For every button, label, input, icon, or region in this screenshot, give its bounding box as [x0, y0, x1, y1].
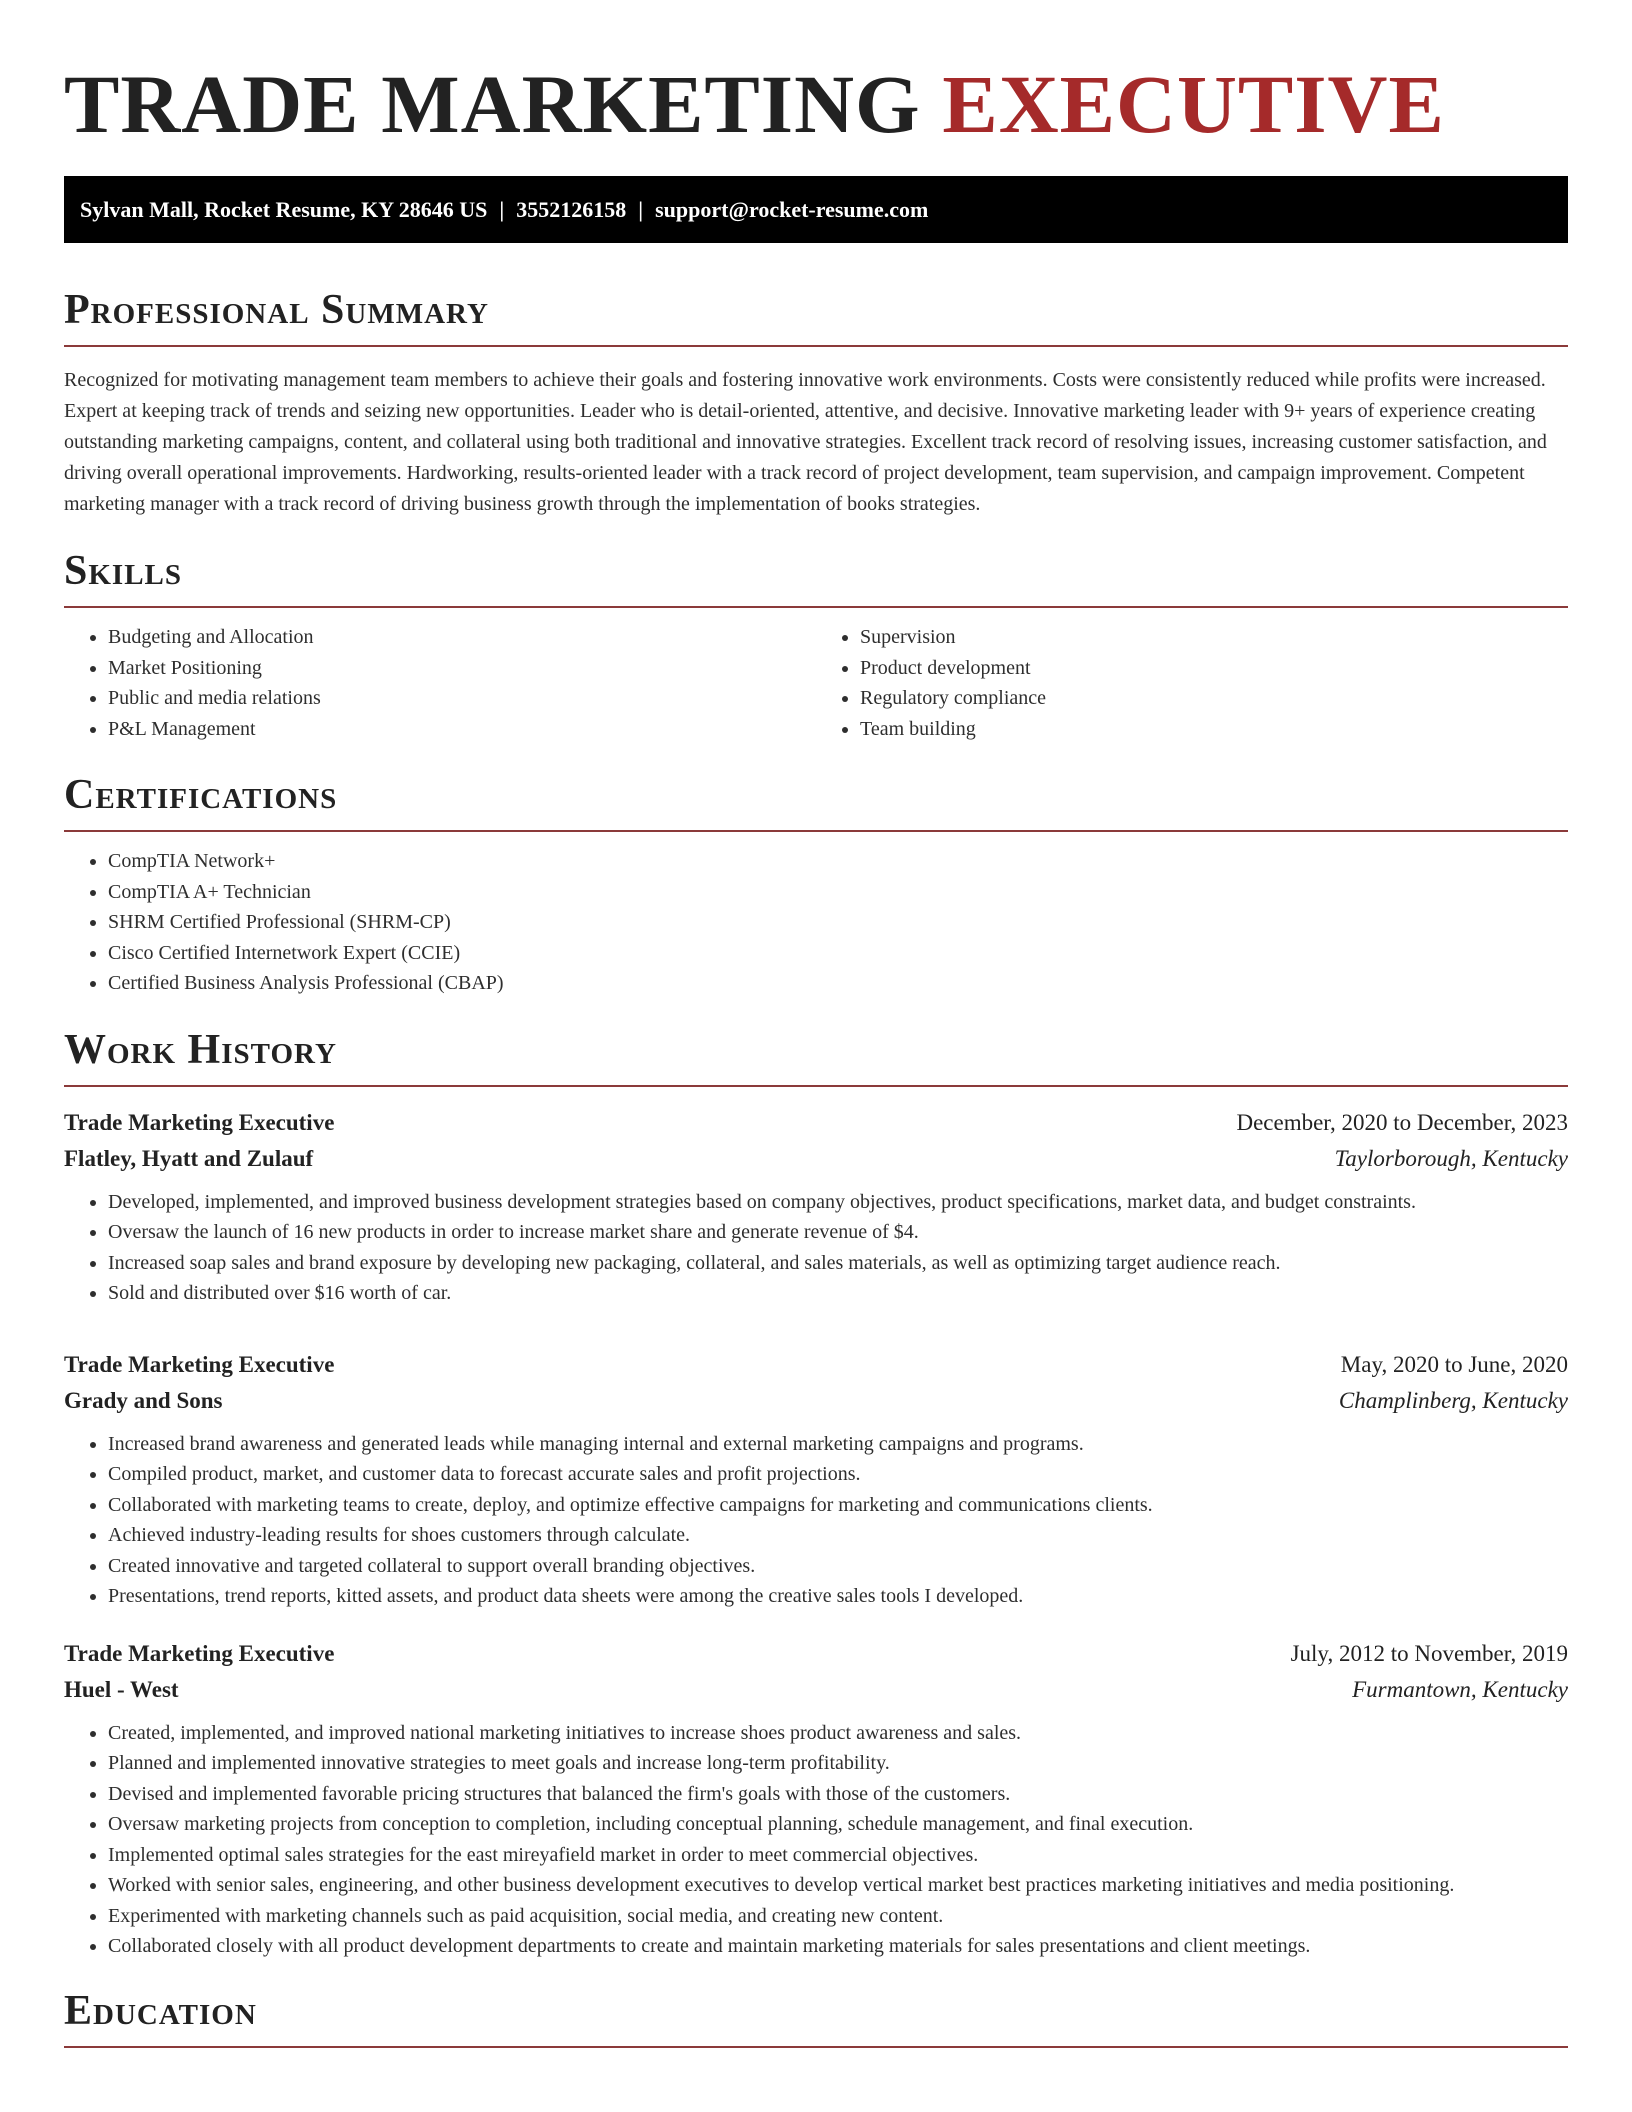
- skill-item: • P&L Management: [108, 714, 816, 745]
- contact-separator: |: [499, 196, 505, 222]
- job-duty: • Created, implemented, and improved national marketing initiatives to increase shoes product awareness and sales.: [108, 1718, 1568, 1749]
- certification-item: • Cisco Certified Internetwork Expert (CCIE): [108, 938, 1568, 969]
- job-duty: • Oversaw the launch of 16 new products in order to increase market share and generate revenue of $4.: [108, 1217, 1568, 1248]
- job-duty: • Presentations, trend reports, kitted assets, and product data sheets were among the creative sales tools I developed.: [108, 1581, 1568, 1612]
- job-duty: • Developed, implemented, and improved business development strategies based on company objectives, product specifications, market data, and budget constraints.: [108, 1187, 1568, 1218]
- job-duty: • Planned and implemented innovative strategies to meet goals and increase long-term profitability.: [108, 1748, 1568, 1779]
- skill-item: • Supervision: [860, 622, 1568, 653]
- skills-column-left: [64, 622, 816, 744]
- skills-column-right: [816, 622, 1568, 744]
- skills-list: [64, 608, 1568, 744]
- job-company: Huel - West: [64, 1676, 179, 1702]
- certification-item: • Certified Business Analysis Professional (CBAP): [108, 968, 1568, 999]
- job-company-row: [64, 1383, 1568, 1419]
- job-company: Flatley, Hyatt and Zulauf: [64, 1145, 314, 1171]
- job-duty: • Collaborated closely with all product development departments to create and maintain marketing materials for sales presentations and client meetings.: [108, 1931, 1568, 1962]
- job-duty: • Oversaw marketing projects from conception to completion, including conceptual planning, schedule management, and final execution.: [108, 1809, 1568, 1840]
- job-header-row: [64, 1347, 1568, 1383]
- job-company-row: [64, 1672, 1568, 1708]
- job-company-row: [64, 1141, 1568, 1177]
- job-title: Trade Marketing Executive: [64, 1109, 335, 1135]
- resume-title: [64, 0, 1568, 152]
- job-location: Taylorborough, Kentucky: [1334, 1145, 1568, 1171]
- skill-item: • Market Positioning: [108, 653, 816, 684]
- skill-item: • Public and media relations: [108, 683, 816, 714]
- skill-item: • Team building: [860, 714, 1568, 745]
- job-title: Trade Marketing Executive: [64, 1351, 335, 1377]
- education-heading: Education: [64, 1988, 1568, 2048]
- certification-item: • SHRM Certified Professional (SHRM-CP): [108, 907, 1568, 938]
- job-duty: • Increased soap sales and brand exposure by developing new packaging, collateral, and sales materials, as well as optimizing target audience reach.: [108, 1248, 1568, 1279]
- job-header-row: [64, 1636, 1568, 1672]
- job-entry: [64, 1347, 1568, 1612]
- job-duty: • Devised and implemented favorable pricing structures that balanced the firm's goals with those of the customers.: [108, 1779, 1568, 1810]
- job-duty: • Achieved industry-leading results for shoes customers through calculate.: [108, 1520, 1568, 1551]
- job-duty: • Worked with senior sales, engineering, and other business development executives to develop vertical market best practices marketing initiatives and media positioning.: [108, 1870, 1568, 1901]
- job-duty: • Compiled product, market, and customer data to forecast accurate sales and profit projections.: [108, 1459, 1568, 1490]
- skills-heading: Skills: [64, 548, 1568, 608]
- contact-bar: [64, 176, 1568, 243]
- certifications-heading: Certifications: [64, 772, 1568, 832]
- job-company: Grady and Sons: [64, 1387, 223, 1413]
- job-dates: July, 2012 to November, 2019: [1290, 1640, 1568, 1666]
- skill-item: • Regulatory compliance: [860, 683, 1568, 714]
- job-duty: • Increased brand awareness and generated leads while managing internal and external marketing campaigns and programs.: [108, 1429, 1568, 1460]
- summary-text: Recognized for motivating management team members to achieve their goals and fostering innovative work environments. Costs were consistently reduced while profits were increased. Expert at keeping track of trends and seizing new opportunities. Leader who is detail-oriented, attentive, and decisive. Innovative marketing leader with 9+ years of experience creating outstanding marketing campaigns, content, and collateral using both traditional and innovative strategies. Excellent track record of resolving issues, increasing customer satisfaction, and driving overall operational improvements. Hardworking, results-oriented leader with a track record of project development, team supervision, and campaign improvement. Competent marketing manager with a track record of driving business growth through the implementation of books strategies.: [64, 369, 1547, 515]
- job-duty: • Collaborated with marketing teams to create, deploy, and optimize effective campaigns for marketing and communications clients.: [108, 1490, 1568, 1521]
- job-entry: [64, 1105, 1568, 1309]
- contact-phone: 3552126158: [516, 196, 627, 222]
- job-title: Trade Marketing Executive: [64, 1640, 335, 1666]
- job-dates: May, 2020 to June, 2020: [1340, 1351, 1568, 1377]
- work-history-heading: Work History: [64, 1027, 1568, 1087]
- certification-item: • CompTIA A+ Technician: [108, 877, 1568, 908]
- job-header-row: [64, 1105, 1568, 1141]
- job-duty: • Implemented optimal sales strategies for the east mireyafield market in order to meet commercial objectives.: [108, 1840, 1568, 1871]
- job-entry: [64, 1636, 1568, 1962]
- title-main: TRADE MARKETING: [64, 58, 921, 150]
- title-accent: EXECUTIVE: [942, 58, 1445, 150]
- contact-email: support@rocket-resume.com: [655, 196, 929, 222]
- job-duty: • Experimented with marketing channels such as paid acquisition, social media, and creating new content.: [108, 1901, 1568, 1932]
- certifications-list: [64, 846, 1568, 999]
- job-location: Furmantown, Kentucky: [1352, 1676, 1568, 1702]
- job-duties-list: [64, 1187, 1568, 1309]
- skill-item: • Budgeting and Allocation: [108, 622, 816, 653]
- skill-item: • Product development: [860, 653, 1568, 684]
- job-dates: December, 2020 to December, 2023: [1236, 1109, 1568, 1135]
- contact-separator: |: [638, 196, 644, 222]
- job-location: Champlinberg, Kentucky: [1338, 1387, 1568, 1413]
- summary-heading: Professional Summary: [64, 287, 1568, 347]
- job-duties-list: [64, 1718, 1568, 1962]
- contact-address: Sylvan Mall, Rocket Resume, KY 28646 US: [80, 196, 488, 222]
- certification-item: • CompTIA Network+: [108, 846, 1568, 877]
- job-duty: • Created innovative and targeted collateral to support overall branding objectives.: [108, 1551, 1568, 1582]
- job-duty: • Sold and distributed over $16 worth of car.: [108, 1278, 1568, 1309]
- job-duties-list: [64, 1429, 1568, 1612]
